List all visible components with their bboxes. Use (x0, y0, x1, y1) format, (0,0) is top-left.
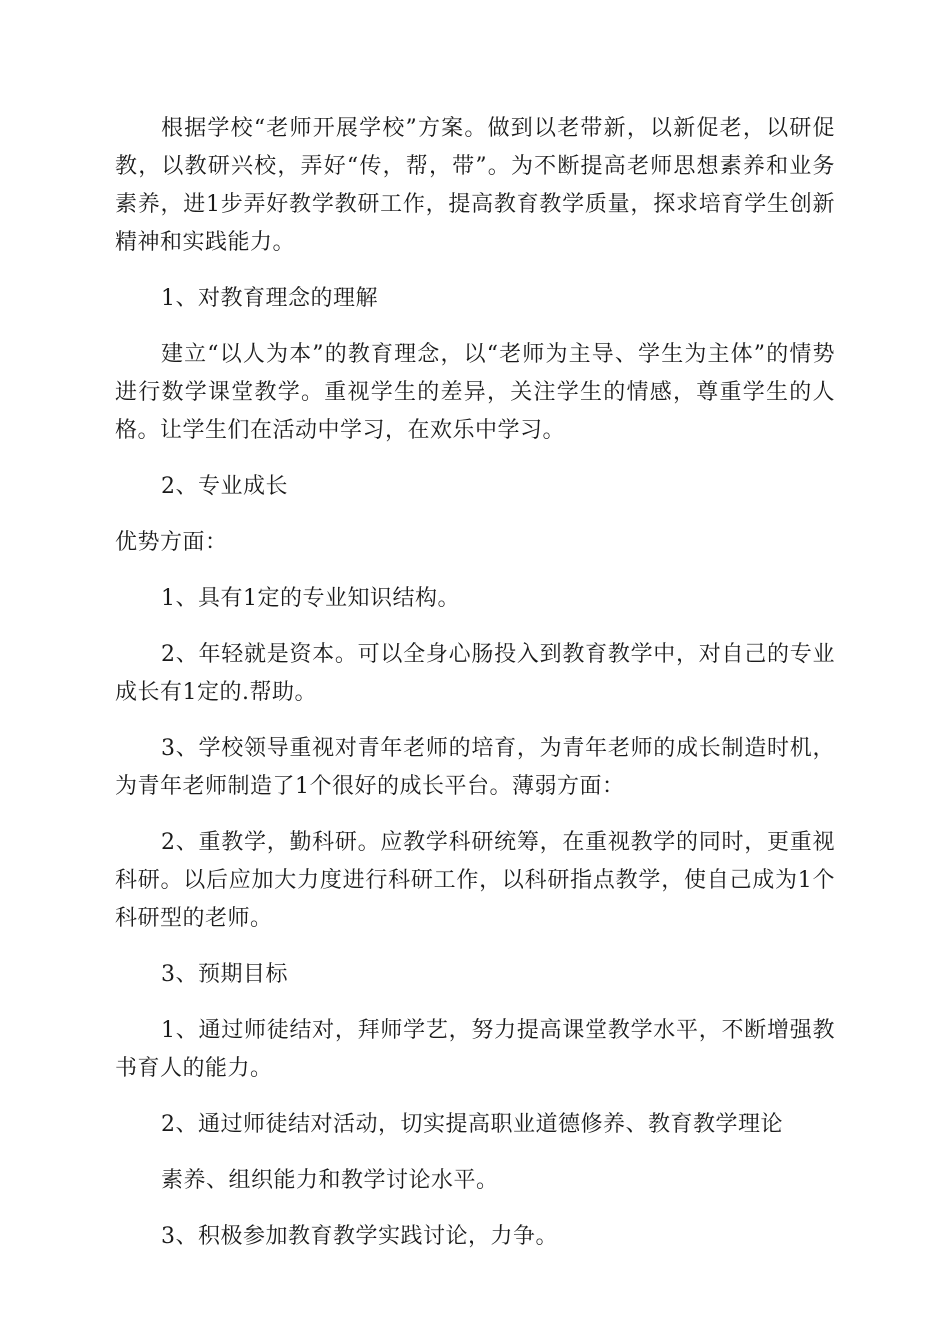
advantage-item-3: 3、学校领导重视对青年老师的培育，为青年老师的成长制造时机，为青年老师制造了1个很好的成长平台。薄弱方面： (115, 736, 835, 799)
section-heading-goals: 3、预期目标 (161, 962, 288, 987)
goal-item-2: 2、通过师徒结对活动，切实提高职业道德修养、教育教学理论 (161, 1112, 783, 1137)
advantages-label: 优势方面： (115, 530, 228, 555)
section-heading-education-concept: 1、对教育理念的理解 (161, 286, 378, 311)
goal-item-1: 1、通过师徒结对，拜师学艺，努力提高课堂教学水平，不断增强教书育人的能力。 (115, 1018, 835, 1081)
advantage-item-1: 1、具有1定的专业知识结构。 (161, 586, 460, 611)
education-concept-paragraph: 建立“以人为本”的教育理念，以“老师为主导、学生为主体”的情势进行数学课堂教学。重视学生的差异，关注学生的情感，尊重学生的人格。让学生们在活动中学习，在欢乐中学习。 (115, 342, 835, 443)
goal-item-2-continued: 素养、组织能力和教学讨论水平。 (161, 1168, 499, 1193)
section-heading-professional-growth: 2、专业成长 (161, 474, 288, 499)
intro-paragraph: 根据学校“老师开展学校”方案。做到以老带新，以新促老，以研促教，以教研兴校，弄好“传，帮，带”。为不断提高老师思想素养和业务素养，进1步弄好教学教研工作，提高教育教学质量，探求培育学生创新精神和实践能力。 (115, 116, 835, 255)
goal-item-3: 3、积极参加教育教学实践讨论，力争。 (161, 1224, 558, 1249)
document-page (115, 110, 835, 1274)
weakness-item-2: 2、重教学，勤科研。应教学科研统筹，在重视教学的同时，更重视科研。以后应加大力度进行科研工作，以科研指点教学，使自己成为1个科研型的老师。 (115, 830, 835, 931)
advantage-item-2: 2、年轻就是资本。可以全身心肠投入到教育教学中，对自己的专业成长有1定的.帮助。 (115, 642, 835, 705)
